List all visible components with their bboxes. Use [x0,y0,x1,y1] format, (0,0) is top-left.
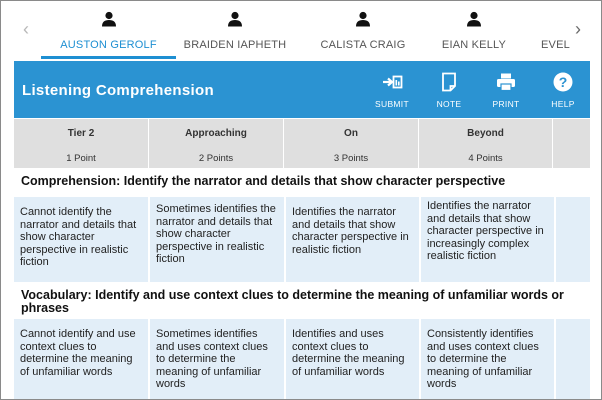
next-student-arrow-icon[interactable]: › [575,19,581,39]
help-button[interactable] [538,71,588,109]
print-label: PRINT [492,99,520,109]
active-student-indicator [41,56,176,59]
rubric-cell-on[interactable]: Identifies and uses context clues to determine the meaning of unfamiliar words [286,319,419,399]
note-icon [438,71,460,93]
level-name: Tier 2 [67,128,95,139]
rubric-cell-approaching[interactable]: Sometimes identifies the narrator and details that show character perspective in realistic fiction [150,197,284,282]
student-name: CALISTA CRAIG [320,39,406,51]
criterion-row [14,319,590,399]
level-points: 1 Point [66,153,96,164]
level-name: On [344,128,358,139]
submit-icon [381,71,403,93]
rubric-cell-overflow [556,197,590,282]
performance-levels-header [14,119,590,168]
level-points: 3 Points [333,153,369,164]
help-label: HELP [551,99,575,109]
student-name: AUSTON GEROLF [60,39,157,51]
help-icon [552,71,574,93]
student-tab-calista-craig[interactable] [303,11,423,57]
student-tab-auston-gerolf[interactable] [41,11,176,57]
student-tab-eian-kelly[interactable] [419,11,529,57]
rubric-cell-on[interactable]: Identifies the narrator and details that show character perspective in realistic fiction [286,197,419,282]
print-button[interactable] [481,71,531,109]
rubric-cell-beyond[interactable]: Consistently identifies and uses context clues to determine the meaning of unfamiliar words [421,319,554,399]
criterion-row [14,197,590,282]
person-icon [355,11,371,27]
rubric-header [14,61,590,118]
criterion-title: Vocabulary: Identify and use context clues to determine the meaning of unfamiliar words or phrases [14,289,597,319]
person-icon [466,11,482,27]
level-name: Approaching [185,128,247,139]
previous-student-arrow-icon[interactable]: ‹ [23,19,29,39]
person-icon [227,11,243,27]
rubric-cell-tier-2[interactable]: Cannot identify the narrator and details that show character perspective in realistic fiction [14,197,148,282]
criterion-title: Comprehension: Identify the narrator and details that show character perspective [14,175,597,197]
level-points: 2 Points [198,153,234,164]
rubric-cell-overflow [556,319,590,399]
svg-text:?: ? [558,74,568,90]
note-label: NOTE [436,99,462,109]
printer-icon [495,71,517,93]
level-header-on [284,119,419,168]
student-name: EVEL [541,39,570,51]
student-name: EIAN KELLY [441,39,507,51]
student-tab-evel[interactable] [541,11,570,57]
level-header-approaching [149,119,284,168]
person-icon [101,11,117,27]
submit-label: SUBMIT [375,99,409,109]
submit-button[interactable] [367,71,417,109]
level-points: 4 Points [468,153,503,164]
rubric-cell-approaching[interactable]: Sometimes identifies and uses context clues to determine the meaning of unfamiliar words [150,319,284,399]
page-title: Listening Comprehension [22,82,214,99]
student-name: BRAIDEN IAPHETH [183,39,287,51]
note-button[interactable] [424,71,474,109]
rubric-cell-tier-2[interactable]: Cannot identify and use context clues to determine the meaning of unfamiliar words [14,319,148,399]
level-name: Beyond [467,128,504,139]
level-header-tier-2 [14,119,149,168]
student-tab-braiden-iapheth[interactable] [176,11,294,57]
student-tab-strip [1,1,601,59]
rubric-cell-beyond[interactable]: Identifies the narrator and details that show character perspective in increasingly complex realistic fiction [421,197,554,282]
level-header-beyond [419,119,553,168]
